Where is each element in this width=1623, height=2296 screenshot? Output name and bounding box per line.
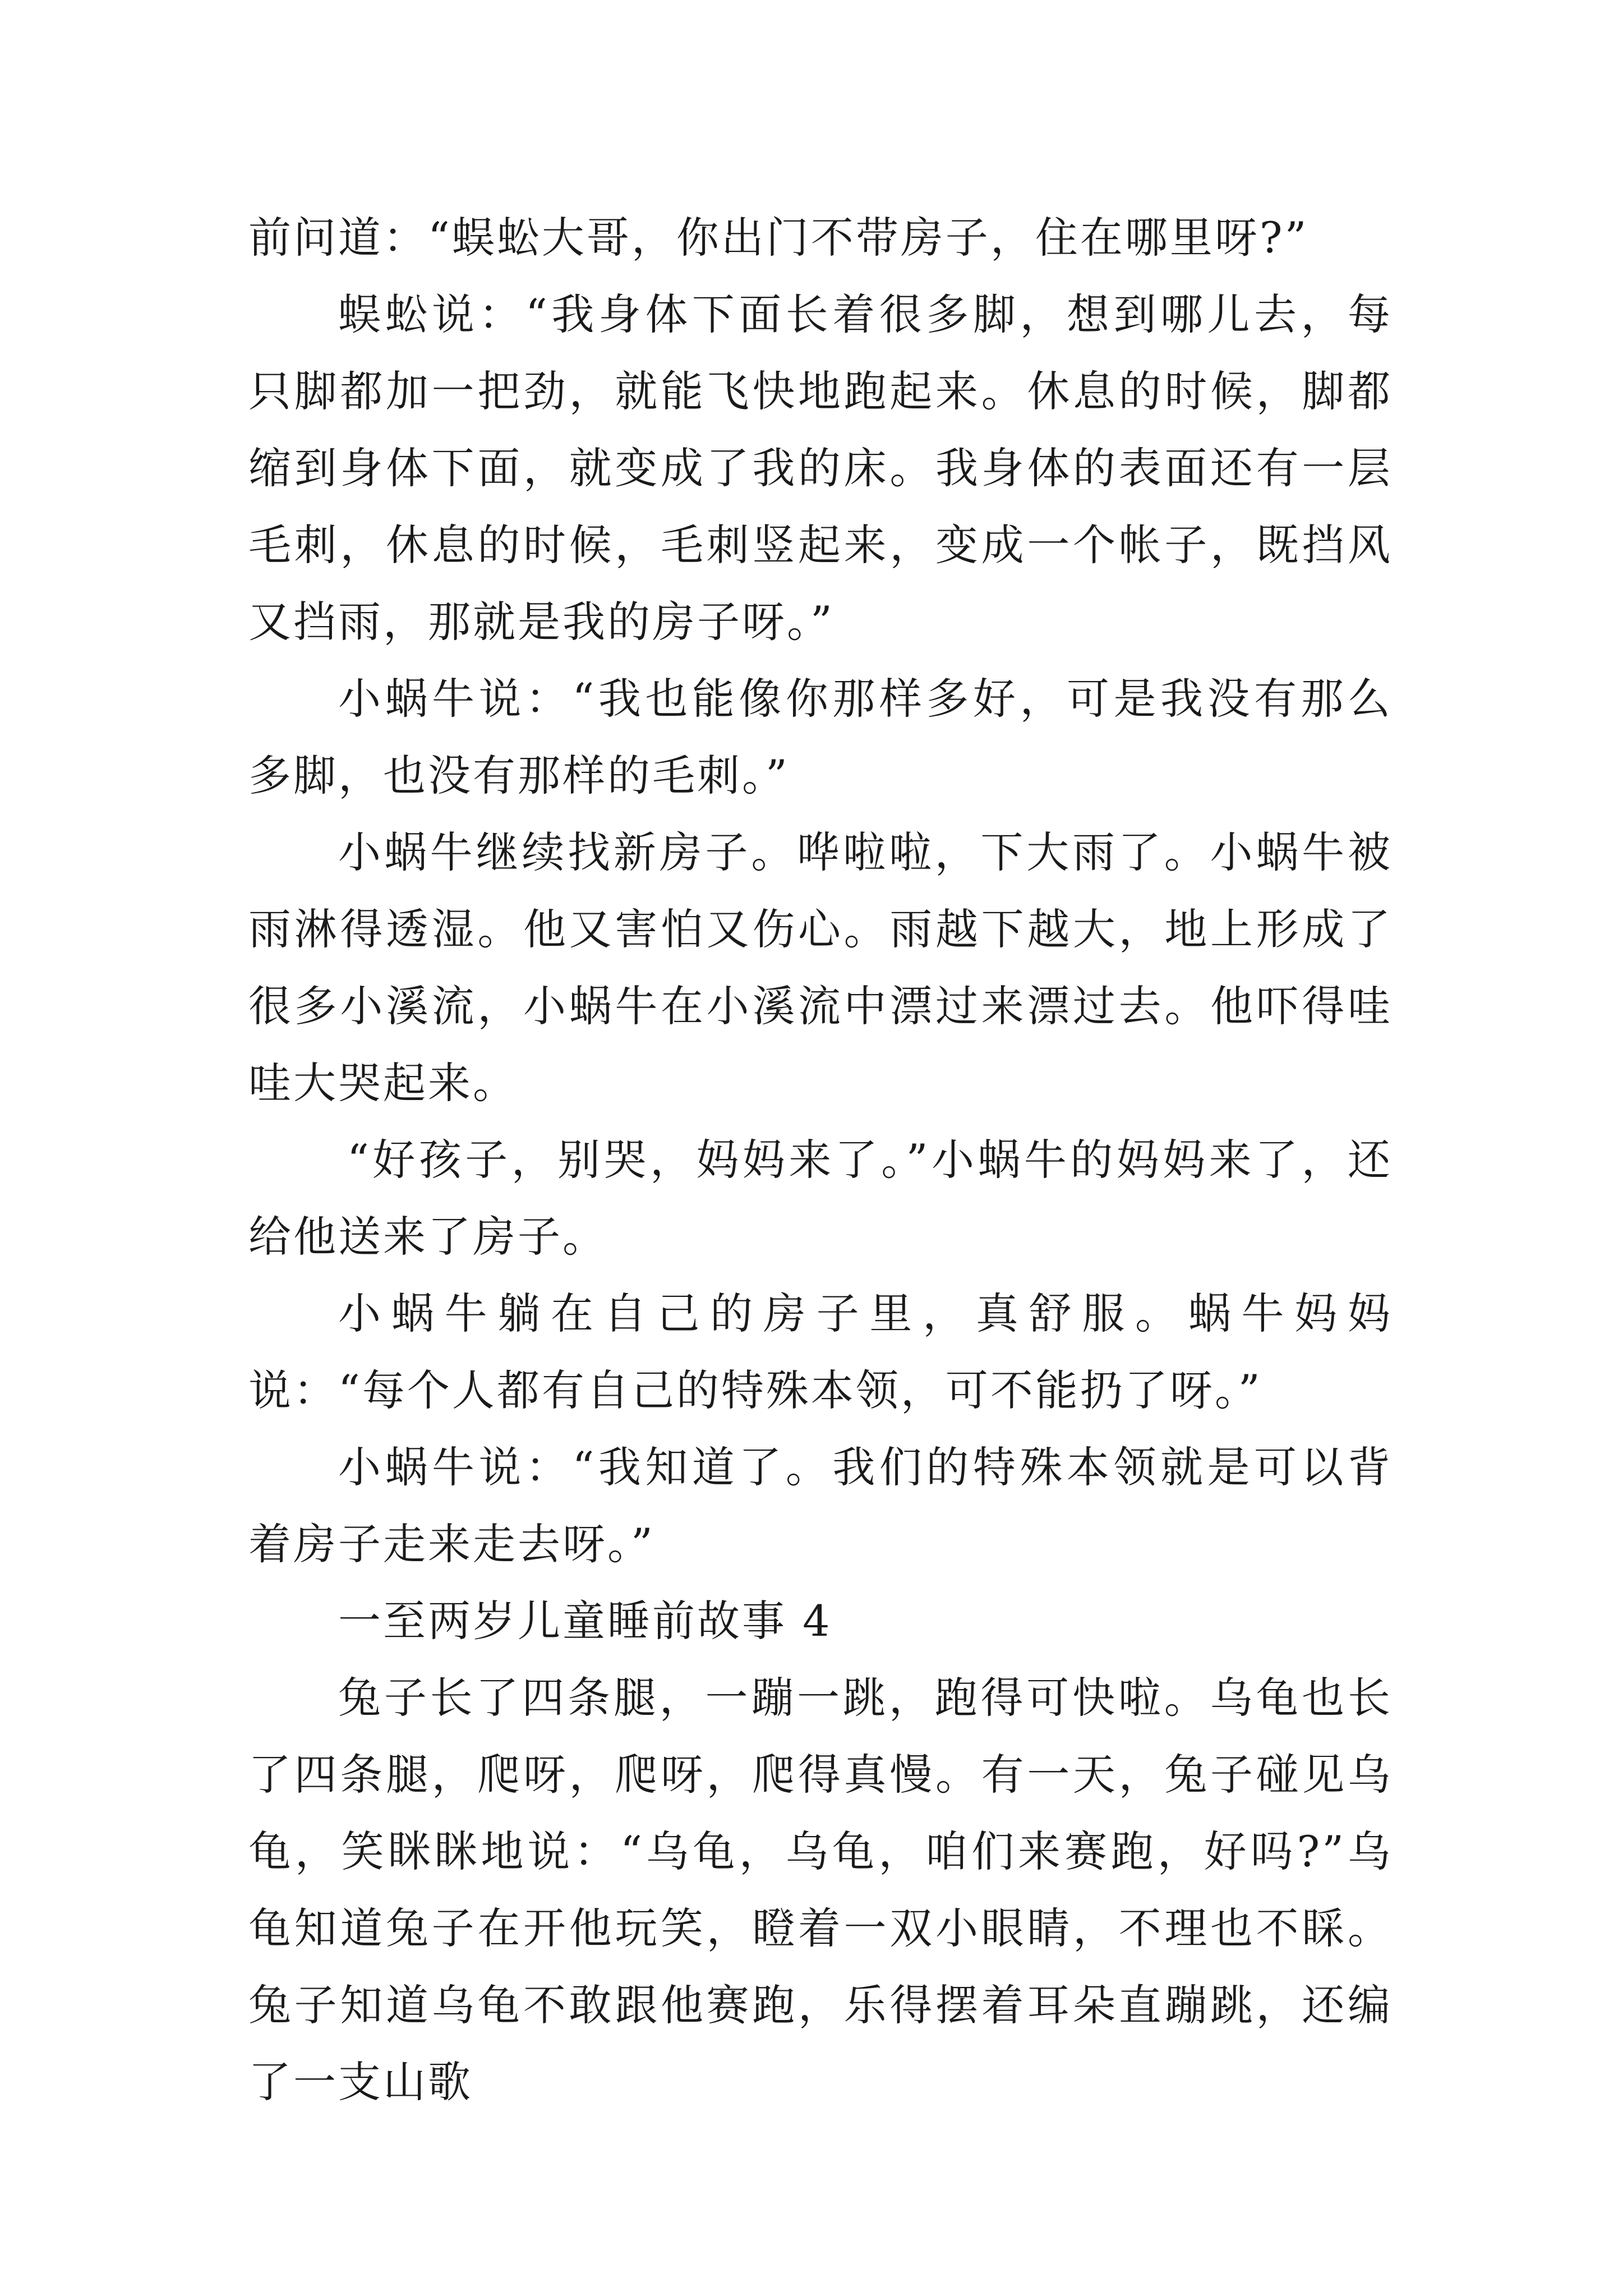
section-heading: 一至两岁儿童睡前故事 4 (338, 1596, 832, 1646)
paragraph-rain: 小蜗牛继续找新房子。哗啦啦，下大雨了。小蜗牛被雨淋得透湿。他又害怕又伤心。雨越下越大，地上形成了很多小溪流，小蜗牛在小溪流中漂过来漂过去。他吓得哇哇大哭起来。 (248, 827, 1393, 1108)
paragraph-centipede-reply: 蜈蚣说：“我身体下面长着很多脚，想到哪儿去，每只脚都加一把劲，就能飞快地跑起来。休息的时候，脚都缩到身体下面，就变成了我的床。我身体的表面还有一层毛刺，休息的时候，毛刺竖起来，变成一个帐子，既挡风又挡雨，那就是我的房子呀。” (248, 289, 1393, 647)
paragraph-snail-comfortable: 小蜗牛躺在自己的房子里，真舒服。蜗牛妈妈说：“每个人都有自己的特殊本领，可不能扔了呀。” (248, 1289, 1393, 1415)
paragraph-mother-arrives: “好孩子，别哭，妈妈来了。”小蜗牛的妈妈来了，还给他送来了房子。 (248, 1135, 1393, 1262)
paragraph-rabbit-tortoise: 兔子长了四条腿，一蹦一跳，跑得可快啦。乌龟也长了四条腿，爬呀，爬呀，爬得真慢。有一天，兔子碰见乌龟，笑眯眯地说：“乌龟，乌龟，咱们来赛跑，好吗?”乌龟知道兔子在开他玩笑，瞪着一双小眼睛，不理也不睬。兔子知道乌龟不敢跟他赛跑，乐得摆着耳朵直蹦跳，还编了一支山歌 (248, 1673, 1393, 2107)
paragraph-continued: 前问道：“蜈蚣大哥，你出门不带房子，住在哪里呀?” (248, 213, 1309, 263)
paragraph-snail-reply: 小蜗牛说：“我也能像你那样多好，可是我没有那么多脚，也没有那样的毛刺。” (248, 674, 1393, 800)
document-body (248, 199, 1393, 2120)
paragraph-snail-knows: 小蜗牛说：“我知道了。我们的特殊本领就是可以背着房子走来走去呀。” (248, 1442, 1393, 1569)
